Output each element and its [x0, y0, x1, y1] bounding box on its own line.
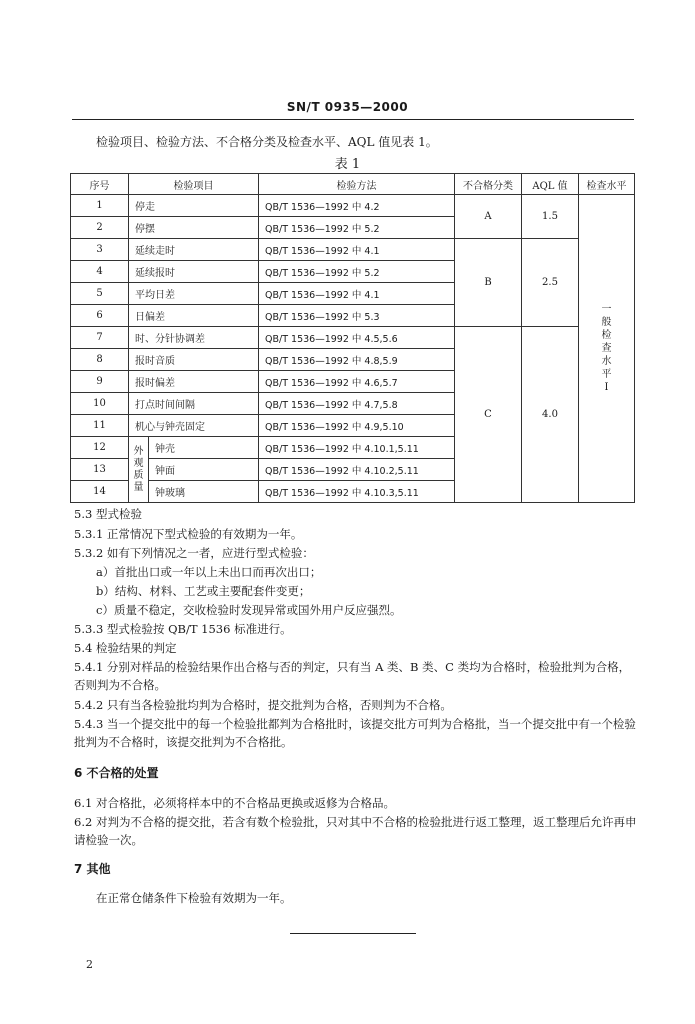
- clause-5-3-1: 5.3.1 正常情况下型式检验的有效期为一年。: [74, 527, 303, 541]
- row-item: 报时偏差: [129, 371, 259, 393]
- header-rule: [72, 119, 634, 120]
- row-no: 7: [71, 327, 129, 349]
- row-item: 延续报时: [129, 261, 259, 283]
- col-header-method: 检验方法: [259, 174, 455, 195]
- section-6-heading: 6 不合格的处置: [74, 766, 159, 780]
- section-5-4-heading: 5.4 检验结果的判定: [74, 641, 177, 655]
- row-item: 钟玻璃: [149, 481, 259, 503]
- row-item: 日偏差: [129, 305, 259, 327]
- row-no: 11: [71, 415, 129, 437]
- class-cell-a: A: [455, 195, 522, 239]
- list-item-c: c）质量不稳定，交收检验时发现异常或国外用户反应强烈。: [96, 603, 402, 617]
- row-method: QB/T 1536—1992 中 4.9,5.10: [259, 415, 455, 437]
- row-no: 9: [71, 371, 129, 393]
- col-header-class: 不合格分类: [455, 174, 522, 195]
- row-no: 14: [71, 481, 129, 503]
- clause-7-text: 在正常仓储条件下检验有效期为一年。: [96, 891, 292, 905]
- clause-6-1: 6.1 对合格批，必须将样本中的不合格品更换或返修为合格品。: [74, 796, 395, 810]
- inspection-level-cell: [579, 195, 635, 503]
- row-method: QB/T 1536—1992 中 4.5,5.6: [259, 327, 455, 349]
- section-5-3-heading: 5.3 型式检验: [74, 507, 142, 521]
- class-cell-c: C: [455, 327, 522, 503]
- row-method: QB/T 1536—1992 中 5.2: [259, 261, 455, 283]
- col-header-level: 检查水平: [579, 174, 635, 195]
- row-item: 机心与钟壳固定: [129, 415, 259, 437]
- inspection-level-text: 一般检查水平 I: [601, 304, 612, 393]
- row-item: 钟面: [149, 459, 259, 481]
- table-row: [71, 195, 635, 217]
- col-header-item: 检验项目: [129, 174, 259, 195]
- col-header-no: 序号: [71, 174, 129, 195]
- row-method: QB/T 1536—1992 中 4.1: [259, 239, 455, 261]
- clause-5-4-1: 5.4.1 分别对样品的检验结果作出合格与否的判定，只有当 A 类、B 类、C 类均为合格时，检验批判为合格，否则判为不合格。: [74, 660, 631, 692]
- row-method: QB/T 1536—1992 中 5.2: [259, 217, 455, 239]
- row-method: QB/T 1536—1992 中 4.10.2,5.11: [259, 459, 455, 481]
- row-method: QB/T 1536—1992 中 4.8,5.9: [259, 349, 455, 371]
- row-no: 4: [71, 261, 129, 283]
- row-no: 6: [71, 305, 129, 327]
- appearance-group-label: 外观质量: [133, 445, 144, 493]
- appearance-group-cell: [129, 437, 149, 503]
- clause-5-4-2: 5.4.2 只有当各检验批均判为合格时，提交批判为合格，否则判为不合格。: [74, 698, 452, 712]
- list-item-a: a）首批出口或一年以上未出口而再次出口；: [96, 565, 322, 579]
- col-header-aql: AQL 值: [522, 174, 579, 195]
- class-cell-b: B: [455, 239, 522, 327]
- table-row: [71, 327, 635, 349]
- row-method: QB/T 1536—1992 中 5.3: [259, 305, 455, 327]
- table-title: 表 1: [334, 157, 361, 172]
- clause-6-2: 6.2 对判为不合格的提交批，若含有数个检验批，只对其中不合格的检验批进行返工整理，返工整理后允许再申请检验一次。: [74, 815, 637, 847]
- row-no: 5: [71, 283, 129, 305]
- row-no: 3: [71, 239, 129, 261]
- row-no: 1: [71, 195, 129, 217]
- aql-cell-a: 1.5: [522, 195, 579, 239]
- row-no: 2: [71, 217, 129, 239]
- row-method: QB/T 1536—1992 中 4.2: [259, 195, 455, 217]
- clause-5-3-3: 5.3.3 型式检验按 QB/T 1536 标准进行。: [74, 622, 292, 636]
- page-number: 2: [86, 958, 93, 971]
- row-item: 停摆: [129, 217, 259, 239]
- row-no: 13: [71, 459, 129, 481]
- aql-cell-b: 2.5: [522, 239, 579, 327]
- row-method: QB/T 1536—1992 中 4.6,5.7: [259, 371, 455, 393]
- list-item-b: b）结构、材料、工艺或主要配套件变更；: [96, 584, 311, 598]
- row-item: 停走: [129, 195, 259, 217]
- section-7-heading: 7 其他: [74, 862, 111, 876]
- row-item: 延续走时: [129, 239, 259, 261]
- clause-5-3-2: 5.3.2 如有下列情况之一者，应进行型式检验：: [74, 546, 314, 560]
- row-item: 打点时间间隔: [129, 393, 259, 415]
- row-method: QB/T 1536—1992 中 4.10.1,5.11: [259, 437, 455, 459]
- clause-5-4-3: 5.4.3 当一个提交批中的每一个检验批都判为合格批时，该提交批方可判为合格批，当一个提交批中有一个检验批判为不合格时，该提交批判为不合格批。: [74, 717, 636, 749]
- row-method: QB/T 1536—1992 中 4.7,5.8: [259, 393, 455, 415]
- row-method: QB/T 1536—1992 中 4.10.3,5.11: [259, 481, 455, 503]
- row-no: 8: [71, 349, 129, 371]
- table-header-row: [71, 174, 635, 195]
- aql-cell-c: 4.0: [522, 327, 579, 503]
- table-row: [71, 239, 635, 261]
- row-item: 平均日差: [129, 283, 259, 305]
- row-item: 钟壳: [149, 437, 259, 459]
- row-item: 报时音质: [129, 349, 259, 371]
- inspection-table: [70, 173, 635, 503]
- row-no: 10: [71, 393, 129, 415]
- end-rule: [290, 933, 416, 934]
- row-no: 12: [71, 437, 129, 459]
- standard-header: SN/T 0935—2000: [286, 100, 409, 114]
- intro-text: 检验项目、检验方法、不合格分类及检查水平、AQL 值见表 1。: [96, 135, 438, 149]
- row-item: 时、分针协调差: [129, 327, 259, 349]
- row-method: QB/T 1536—1992 中 4.1: [259, 283, 455, 305]
